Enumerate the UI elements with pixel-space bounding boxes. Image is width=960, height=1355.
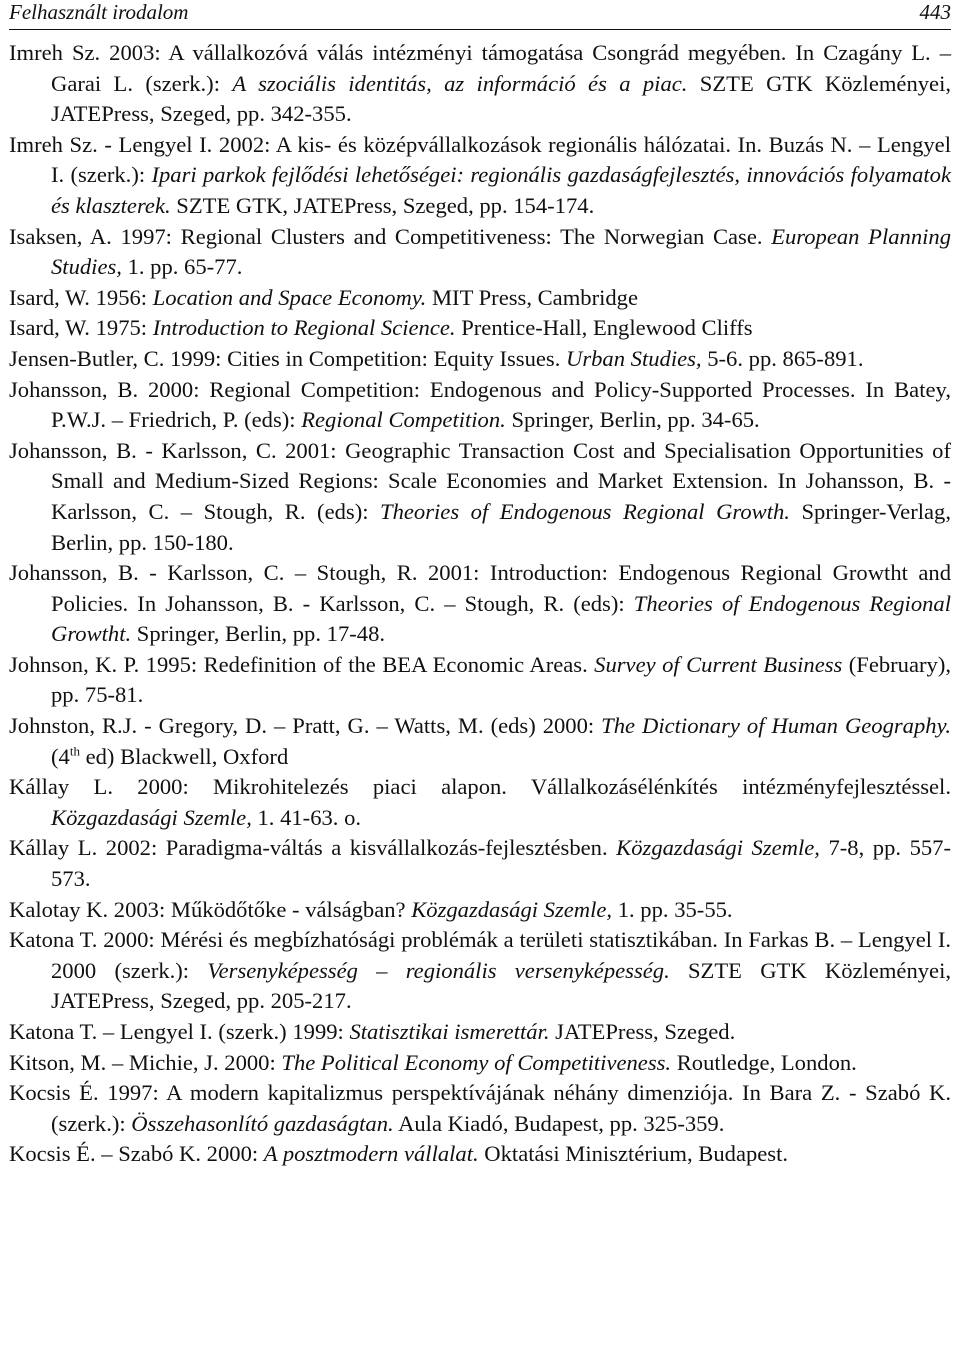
reference-text: Isard, W. 1975: — [9, 315, 153, 341]
reference-text: 1. pp. 65-77. — [121, 254, 243, 280]
reference-text: Johnston, R.J. - Gregory, D. – Pratt, G. – Watts, M. (eds) 2000: — [9, 713, 602, 739]
reference-italic-title: Statisztikai ismerettár. — [349, 1019, 550, 1044]
reference-text: Routledge, London. — [671, 1049, 857, 1075]
reference-italic-title: Introduction to Regional Science. — [152, 315, 456, 341]
reference-text: SZTE GTK, JATEPress, Szeged, pp. 154-174. — [170, 192, 595, 218]
reference-italic-title: Összehasonlító gazdaságtan. — [131, 1110, 394, 1136]
reference-entry — [9, 1139, 951, 1170]
reference-text: Johansson, B. - Karlsson, C. – Stough, R. 2001: Introduction: Endogenous Regional Growtht and Policies. In Johansson, B. - Karlsson, C. – Stough, R. (eds): — [9, 560, 951, 616]
reference-text: Kitson, M. – Michie, J. 2000: — [9, 1049, 282, 1075]
reference-italic-title: Közgazdasági Szemle, — [51, 804, 252, 830]
reference-italic-title: Theories of Endogenous Regional Growth. — [380, 498, 790, 524]
reference-text: Kalotay K. 2003: Működőtőke - válságban? — [9, 896, 412, 922]
reference-text: Katona T. – Lengyel I. (szerk.) 1999: — [9, 1019, 350, 1044]
reference-text: 5-6. pp. 865-891. — [701, 345, 864, 371]
reference-entry — [9, 558, 951, 650]
reference-superscript: th — [69, 743, 80, 759]
reference-entry — [9, 833, 951, 894]
reference-entry — [9, 1048, 951, 1079]
reference-entry — [9, 436, 951, 558]
reference-text: Kocsis É. – Szabó K. 2000: — [9, 1141, 264, 1167]
reference-italic-title: A szociális identitás, az információ és a piac. — [232, 70, 688, 96]
reference-entry — [9, 130, 951, 222]
reference-text: Aula Kiadó, Budapest, pp. 325-359. — [393, 1110, 725, 1136]
reference-text: (4 — [51, 743, 70, 769]
reference-entry — [9, 344, 951, 375]
reference-italic-title: Regional Competition. — [301, 407, 506, 433]
reference-italic-title: Közgazdasági Szemle, — [616, 835, 820, 861]
reference-entry — [9, 283, 951, 314]
reference-text: Kocsis É. 1997: A modern kapitalizmus perspektívájának néhány dimenziója. In Bara Z. - Szabó K. (szerk.): — [9, 1080, 951, 1136]
running-header — [9, 0, 951, 30]
reference-text: 7-8, pp. 557-573. — [51, 835, 951, 892]
reference-italic-title: The Political Economy of Competitiveness. — [281, 1049, 672, 1075]
reference-entry — [9, 38, 951, 130]
reference-text: ed) Blackwell, Oxford — [79, 743, 289, 769]
reference-italic-title: Location and Space Economy. — [152, 284, 427, 310]
reference-text: Prentice-Hall, Englewood Cliffs — [455, 315, 753, 341]
reference-text: 1. 41-63. o. — [251, 804, 362, 830]
page-number: 443 — [919, 0, 951, 24]
reference-text: Jensen-Butler, C. 1999: Cities in Competition: Equity Issues. — [9, 345, 567, 371]
reference-text: JATEPress, Szeged. — [549, 1019, 736, 1044]
reference-text: Springer, Berlin, pp. 17-48. — [131, 621, 386, 647]
reference-entry — [9, 895, 951, 926]
reference-text: Katona T. 2000: Mérési és megbízhatósági problémák a területi statisztikában. In Farkas B. – Lengyel I. 2000 (szerk.): — [9, 927, 951, 983]
reference-text: Johansson, B. - Karlsson, C. 2001: Geographic Transaction Cost and Specialisation Opportunities of Small and Medium-Sized Regions: Scale Economies and Market Extension. In Johansson, B. - Karlsson, C. – Stough, R. (eds): — [9, 437, 951, 524]
reference-entry — [9, 925, 951, 1017]
reference-text: Kállay L. 2002: Paradigma-váltás a kisvállalkozás-fejlesztésben. — [9, 835, 617, 861]
reference-text: Imreh Sz. - Lengyel I. 2002: A kis- és középvállalkozások regionális hálózatai. In. Buzás N. – Lengyel I. (szerk.): — [9, 131, 951, 188]
reference-entry — [9, 1078, 951, 1139]
reference-italic-title: Ipari parkok fejlődési lehetőségei: regionális gazdaságfejlesztés, innovációs folyamatok és klaszterek. — [51, 162, 951, 218]
reference-text: Oktatási Minisztérium, Budapest. — [478, 1141, 789, 1167]
reference-entry — [9, 222, 951, 283]
reference-text: SZTE GTK Közleményei, JATEPress, Szeged, pp. 205-217. — [51, 957, 951, 1014]
reference-italic-title: A posztmodern vállalat. — [263, 1141, 479, 1167]
reference-text: Imreh Sz. 2003: A vállalkozóvá válás intézményi támogatása Csongrád megyében. In Czagány L. – Garai L. (szerk.): — [9, 40, 951, 96]
reference-entry — [9, 772, 951, 833]
reference-list — [9, 38, 951, 1170]
reference-text: Isard, W. 1956: — [9, 284, 153, 310]
reference-entry — [9, 375, 951, 436]
reference-italic-title: Urban Studies, — [566, 345, 702, 371]
reference-text: Isaksen, A. 1997: Regional Clusters and Competitiveness: The Norwegian Case. — [9, 223, 772, 249]
header-divider — [9, 29, 951, 30]
header-title: Felhasznált irodalom — [9, 0, 189, 24]
reference-text: SZTE GTK Közleményei, JATEPress, Szeged, pp. 342-355. — [51, 70, 951, 127]
reference-text: (February), pp. 75-81. — [51, 651, 951, 708]
reference-italic-title: European Planning Studies, — [51, 223, 951, 280]
reference-italic-title: Közgazdasági Szemle, — [411, 896, 613, 922]
reference-italic-title: Survey of Current Business — [594, 651, 843, 677]
reference-text: Johnson, K. P. 1995: Redefinition of the BEA Economic Areas. — [9, 651, 595, 677]
reference-text: MIT Press, Cambridge — [426, 284, 639, 310]
reference-text: Springer, Berlin, pp. 34-65. — [505, 407, 760, 433]
reference-italic-title: The Dictionary of Human Geography. — [601, 713, 951, 739]
reference-text: Johansson, B. 2000: Regional Competition: Endogenous and Policy-Supported Processes. In Batey, P.W.J. – Friedrich, P. (eds): — [9, 376, 951, 433]
reference-entry — [9, 1017, 951, 1048]
reference-text: Kállay L. 2000: Mikrohitelezés piaci alapon. Vállalkozásélénkítés intézményfejlesztéssel. — [9, 774, 951, 800]
reference-italic-title: Theories of Endogenous Regional Growtht. — [51, 590, 951, 647]
reference-entry — [9, 313, 951, 344]
reference-entry — [9, 650, 951, 711]
reference-entry — [9, 711, 951, 772]
reference-text: 1. pp. 35-55. — [612, 896, 733, 922]
reference-italic-title: Versenyképesség – regionális versenyképesség. — [207, 957, 670, 983]
reference-text: Springer-Verlag, Berlin, pp. 150-180. — [51, 498, 951, 555]
